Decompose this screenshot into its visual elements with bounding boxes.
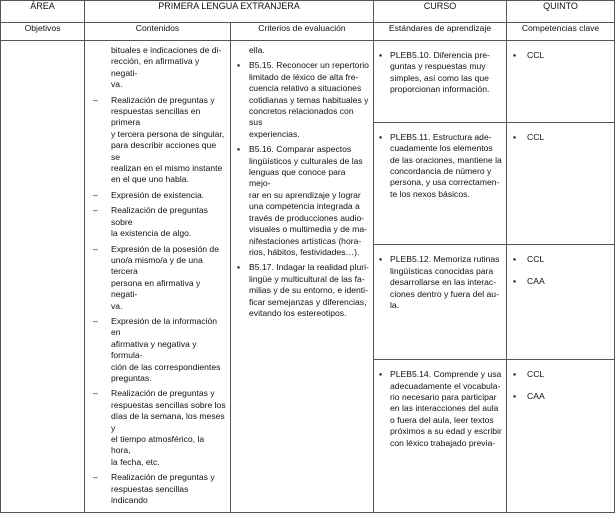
body-row	[1, 41, 615, 123]
estandar-cell	[374, 41, 507, 123]
criterio-text: B5.15. Reconocer un repertorio limitado de léxico de alta fre- cuencia relativo a situaciones cotidianas y temas habituales y concretos relacionados con sus experiencias.	[249, 60, 369, 139]
contenido-text: Realización de preguntas y respuestas sencillas sobre los días de la semana, los meses y el tiempo atmosférico, la hora, la fecha, etc.	[111, 388, 226, 467]
square-bullet: ▪	[513, 369, 517, 380]
competencias-cell	[507, 41, 615, 123]
competencia-item	[513, 254, 610, 265]
contenido-item	[91, 205, 226, 239]
dash-bullet: –	[93, 243, 98, 254]
criterio-text: ella.	[249, 45, 265, 55]
competencia-code: CCL	[527, 254, 545, 265]
subheader-row	[1, 23, 615, 41]
competencia-item	[513, 50, 610, 61]
estandar-text: PLEB5.12. Memoriza rutinas lingüísticas conocidas para desarrollarse en las interac- ciones dentro y fuera del au- la.	[390, 254, 500, 310]
dash-bullet: –	[93, 388, 98, 399]
competencia-code: CCL	[527, 131, 545, 142]
contenido-text: Realización de preguntas y respuestas sencillas en primera y tercera persona de singular, para describir acciones que se realizan en el mismo instante en el que uno habla.	[111, 94, 225, 185]
square-bullet: ▪	[237, 144, 241, 155]
square-bullet: ▪	[237, 60, 241, 71]
competencia-item	[513, 132, 610, 143]
criterio-item	[237, 45, 369, 56]
area-label: ÁREA	[1, 1, 85, 23]
dash-bullet: –	[93, 472, 98, 483]
contenido-text: Realización de preguntas sobre la existencia de algo.	[111, 205, 208, 239]
square-bullet: ▪	[513, 131, 517, 142]
criterio-item	[237, 60, 369, 140]
contenido-item	[91, 95, 226, 186]
competencia-code: CCL	[527, 50, 545, 60]
competencia-item	[513, 369, 610, 380]
square-bullet: ▪	[379, 369, 383, 380]
contenido-item	[91, 388, 226, 468]
dash-bullet: –	[93, 315, 98, 326]
square-bullet: ▪	[379, 131, 383, 142]
curso-label: CURSO	[374, 1, 507, 23]
contenido-text: Realización de preguntas y respuestas sencillas indicando	[111, 472, 215, 506]
square-bullet: ▪	[513, 254, 517, 265]
estandar-item	[378, 369, 502, 449]
contenido-item	[91, 45, 226, 91]
competencia-code: CAA	[527, 391, 545, 402]
square-bullet: ▪	[379, 50, 383, 60]
criterio-item	[237, 144, 369, 258]
contenido-item	[91, 316, 226, 384]
header-row	[1, 1, 615, 23]
competencia-code: CAA	[527, 276, 545, 287]
contenido-text: Expresión de la información en afirmativa y negativa y formula- ción de las correspondientes preguntas.	[111, 315, 221, 383]
contenido-item	[91, 244, 226, 312]
competencias-cell	[507, 122, 615, 245]
estandar-item	[378, 254, 502, 311]
criterio-text: B5.17. Indagar la realidad pluri- lingüe y multicultural de las fa- milias y de su entorno, e identi- ficar semejanzas y diferencias, evitando los estereotipos.	[249, 262, 369, 318]
square-bullet: ▪	[379, 254, 383, 265]
area-value: PRIMERA LENGUA EXTRANJERA	[85, 1, 374, 23]
competencia-item	[513, 276, 610, 287]
competencia-code: CCL	[527, 369, 545, 380]
dash-bullet: –	[93, 189, 98, 200]
estandar-item	[378, 50, 502, 96]
objetivos-cell	[1, 41, 85, 513]
contenido-text: Expresión de la posesión de uno/a mismo/a y de una tercera persona en afirmativa y negati- va.	[111, 243, 219, 311]
estandar-cell	[374, 360, 507, 513]
estandar-cell	[374, 245, 507, 360]
estandar-item	[378, 132, 502, 200]
criterios-header: Criterios de evaluación	[231, 23, 374, 41]
criterios-cell	[231, 41, 374, 513]
dash-bullet: –	[93, 205, 98, 216]
square-bullet: ▪	[513, 50, 517, 60]
competencias-header: Competencias clave	[507, 23, 615, 41]
criterio-item	[237, 262, 369, 319]
contenidos-header: Contenidos	[85, 23, 231, 41]
contenido-text: Expresión de existencia.	[111, 189, 205, 200]
competencias-cell	[507, 245, 615, 360]
estandar-text: PLEB5.14. Comprende y usa adecuadamente el vocabula- rio necesario para participar en las interacciones del aula o fuera del aula, leer textos próximos a su edad y escribir con léxico trabajado previa-	[390, 369, 502, 448]
estandar-cell	[374, 122, 507, 245]
square-bullet: ▪	[513, 276, 517, 287]
dash-bullet: –	[93, 94, 98, 105]
estandares-header: Estándares de aprendizaje	[374, 23, 507, 41]
competencia-item	[513, 391, 610, 402]
square-bullet: ▪	[237, 262, 241, 273]
contenidos-list	[91, 45, 226, 506]
curso-value: QUINTO	[507, 1, 615, 23]
contenidos-cell	[85, 41, 231, 513]
contenido-text: bituales e indicaciones de di- rección, en afirmativa y negati- va.	[111, 45, 222, 90]
square-bullet: ▪	[513, 391, 517, 402]
contenido-item	[91, 472, 226, 506]
contenido-item	[91, 190, 226, 201]
criterio-text: B5.16. Comparar aspectos lingüísticos y culturales de las lenguas que conoce para mejo- rar en su aprendizaje y lograr una competencia integrada a través de producciones audio- visuales o multimedia y de ma- nifestaciones artísticas (hora- rios, hábitos, festividades…).	[249, 144, 367, 257]
estandar-text: PLEB5.10. Diferencia pre- guntas y respuestas muy simples, así como las que proporcionan información.	[390, 50, 490, 95]
objetivos-header: Objetivos	[1, 23, 85, 41]
estandar-text: PLEB5.11. Estructura ade- cuadamente los elementos de las oraciones, mantiene la concordancia de número y persona, y usa correctamen- te los nexos básicos.	[390, 131, 502, 199]
competencias-cell	[507, 360, 615, 513]
